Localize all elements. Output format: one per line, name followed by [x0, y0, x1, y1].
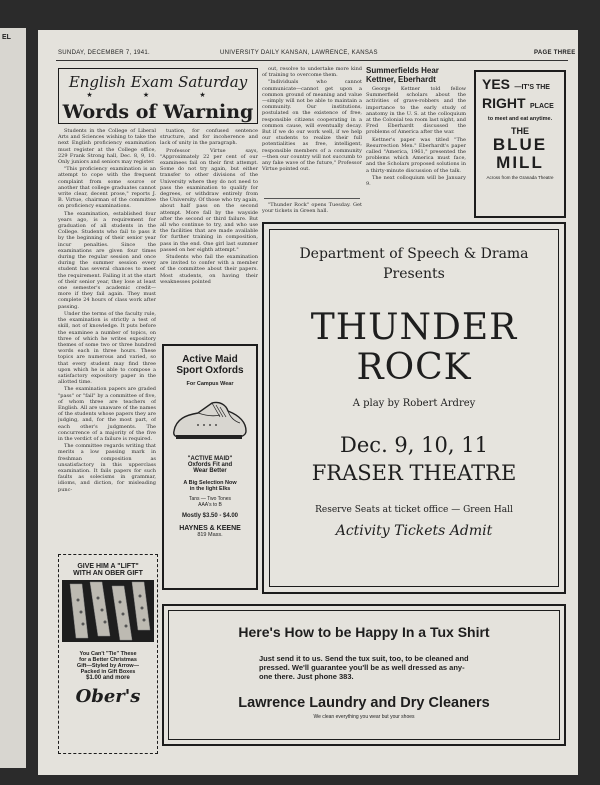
neckties-icon — [62, 580, 154, 642]
summerfields-body — [366, 86, 466, 218]
maid-address: 819 Mass. — [197, 532, 223, 538]
active-maid-ad — [162, 344, 258, 590]
blue-mill-right: RIGHT — [482, 95, 526, 111]
adjacent-page-strip — [0, 28, 26, 768]
maid-tones-1: Tans — Two Tones — [188, 496, 232, 502]
drama-department: Department of Speech & Drama — [299, 246, 529, 262]
obers-logo: Ober's — [75, 686, 141, 707]
exam-paragraph: Students in the College of Liberal Arts and Sciences wishing to take the next English proficiency examination must register at the College office, 229 Frank Strong hall, Dec. 8, 9, 10. Only juniors and seniors may register. — [58, 128, 156, 166]
obers-line-2: WITH AN OBER GIFT — [73, 570, 143, 577]
exam-paragraph: out, resolve to undertake more kind of training to overcome them. — [262, 66, 362, 79]
exam-paragraph: "This proficiency examination is an attempt to cope with the frequent complaint from some source or another that college graduates cannot write clear, decent prose," reports J. B. Virtue, chairman of the committee on proficiency examinations. — [58, 166, 156, 210]
maid-selection-2: in the light Elks — [189, 486, 231, 492]
exam-headline: Words of Warning — [62, 101, 254, 123]
exam-paragraph: "Individuals who cannot communicate—cannot get upon a common ground of meaning and value —simply will not be able to maintain a community. Our institutions, postulated on the existence of free, responsible citizens cooperating in a common cause, will eventually decay. But if we do our work well, if we help our students to realize their full potentialities as free, intelligent, responsible members of a community—then our country will not succumb to any fake wave of the future," Professor Virtue pointed out. — [262, 79, 362, 173]
maid-price: Mostly $3.50 - $4.00 — [181, 513, 239, 519]
obers-ad — [58, 554, 158, 754]
blue-mill-the: THE — [511, 126, 529, 136]
exam-paragraph: The examination, established four years ago, is a requirement for graduation of all students in the College. Students who fail to pass it by the beginning of their senior year incur penalties. Since the examinations are given four times during the regular session and once during the summer session every student has several chances to meet the requirement. Failing it at the start of their senior year, they lose at least one semester's academic credit—more if they fail again. They must complete 24 hours of class work after passing. — [58, 210, 156, 310]
blue-mill-yes: YES — [482, 76, 511, 92]
laundry-body-1: Just send it to us. Send the tux suit, too, to be cleaned and — [259, 654, 469, 663]
laundry-body-2: pressed. We'll guarantee you'll be as well dressed as any- — [259, 663, 465, 672]
maid-title-1: Active Maid — [182, 354, 238, 365]
exam-paragraph: Students who fail the examination are invited to confer with a member of the committee about their papers. Most students, on having their weaknesses pointed — [160, 254, 258, 285]
obers-text-3: Gift—Styled by Arrow— — [76, 663, 140, 669]
exam-column-2 — [160, 128, 258, 340]
blue-mill-mill: MILL — [496, 153, 544, 172]
drama-author: A play by Robert Ardrey — [352, 398, 476, 409]
maid-store: HAYNES & KEENE — [179, 525, 241, 532]
laundry-name: Lawrence Laundry and Dry Cleaners — [238, 695, 490, 711]
exam-paragraph: Professor Virtue says, "Approximately 22 per cent of our examinees fail on their first attempt. Some do not try again, but either transfer to other divisions of the University where they do not need to pass the examination to qualify for degrees, or withdraw entirely from the University. Of those who try again, about half pass on the second attempt. More fall by the wayside after the second or third failure. But all who continue to try, and who use the facilities that are made available for further training in composition, pass in the end. One girl last summer passed on her eighth attempt." — [160, 147, 258, 253]
obers-text-1: You Can't "Tie" These — [79, 651, 137, 657]
maid-selection-1: A Big Selection Now — [183, 480, 237, 486]
header-masthead: UNIVERSITY DAILY KANSAN, LAWRENCE, KANSAS — [220, 50, 378, 56]
header-date: SUNDAY, DECEMBER 7, 1941. — [58, 50, 150, 56]
column-rule — [264, 198, 360, 199]
exam-column-1 — [58, 128, 156, 570]
obers-text-2: for a Better Christmas — [79, 657, 137, 663]
thunder-rock-ad — [262, 222, 566, 594]
thunder-rock-inner-border — [269, 229, 559, 587]
blue-mill-its-the: —IT'S THE — [514, 84, 550, 91]
exam-headline-box — [58, 68, 258, 124]
laundry-inner-border — [168, 610, 560, 740]
exam-paragraph: tuation, for confused sentence structure, and for incoherence and lack of unity in the paragraph. — [160, 128, 258, 147]
summerfields-paragraph: Kettner's paper was titled "The Resurrection Men." Eberhardt's paper called "America, 1961," presented the problems which America must face, and the Scholars proposed solutions in a thirty-minute discussion of the talk. — [366, 136, 466, 174]
header-page-number: PAGE THREE — [534, 50, 576, 56]
obers-text-5: $1.00 and more — [86, 675, 130, 681]
blue-mill-meet: to meet and eat anytime. — [487, 116, 553, 122]
drama-title-1: THUNDER — [310, 307, 518, 348]
drama-theatre: FRASER THEATRE — [311, 461, 517, 485]
maid-quote-1: "ACTIVE MAID" — [187, 456, 233, 462]
exam-stars: ★ ★ ★ — [86, 91, 230, 99]
summerfields-paragraph: The next colloquium will be January 9. — [366, 174, 466, 188]
laundry-ad — [162, 604, 566, 746]
thunder-note-text: "Thunder Rock" opens Tuesday. Get your tickets in Green hall. — [262, 202, 362, 215]
obers-text-4: Packed in Gift Boxes — [80, 669, 136, 675]
summerfields-headline: Summerfields Hear Kettner, Eberhardt — [366, 66, 439, 84]
drama-dates: Dec. 9, 10, 11 — [340, 433, 488, 457]
drama-activity-tickets: Activity Tickets Admit — [335, 523, 493, 539]
maid-title-2: Sport Oxfords — [176, 365, 244, 376]
exam-kicker: English Exam Saturday — [68, 73, 248, 91]
thunder-note — [262, 202, 362, 218]
drama-title-2: ROCK — [356, 347, 472, 388]
newspaper-page — [38, 30, 578, 775]
laundry-body-3: one there. Just phone 383. — [259, 672, 354, 681]
summerfields-paragraph: George Kettner told fellow Summerfield scholars about the activities of grave-robbers and the importance to the early study of anatomy in the U. S. at the colloquium at the Colonial tea room last night, and Fred Eberhardt discussed the problems of America after the war. — [366, 86, 466, 136]
exam-paragraph: Under the terms of the faculty rule, the examination is strictly a test of skill, not of knowledge. It puts before the examinee a number of topics, on three of which he writes expository themes of some two or three hundred words each in three hours. These topics are numerous and varied, so that every student may find three upon which he is able to compose a satisfactory expository paper in the allotted time. — [58, 310, 156, 386]
blue-mill-address: Across from the Granada Theatre — [486, 175, 554, 180]
exam-paragraph: The examination papers are graded "pass" or "fail" by a committee of five, of whom three are teachers of English. All are unaware of the names of the students whose papers they are judging, and, for the most part, of each other's judgments. The concurrence of a majority of the five in the verdict of a failure is required. — [58, 386, 156, 442]
maid-tones-2: AAA's to B — [198, 502, 222, 508]
blue-mill-place: PLACE — [530, 103, 554, 110]
obers-line-1: GIVE HIM A "LIFT" — [77, 563, 139, 570]
maid-quote-3: Wear Better — [193, 468, 227, 474]
maid-subtitle: For Campus Wear — [186, 381, 234, 387]
exam-column-3 — [262, 66, 362, 194]
strip-text: EL — [2, 34, 11, 41]
laundry-tagline: We clean everything you wear but your shoes — [313, 714, 415, 720]
blue-mill-ad — [474, 70, 566, 218]
drama-presents: Presents — [383, 266, 445, 282]
exam-paragraph: The committee regards writing that merits a low passing mark in freshman composition as unsatisfactory in this upperclass examination. It fails papers for such faults as solecisms in grammar, idioms, and diction, for misleading punc- — [58, 443, 156, 493]
blue-mill-blue: BLUE — [492, 135, 548, 154]
oxford-shoe-icon — [168, 391, 252, 447]
header-rule — [56, 60, 568, 61]
laundry-headline: Here's How to be Happy In a Tux Shirt — [238, 624, 490, 640]
maid-quote-2: Oxfords Fit and — [187, 462, 233, 468]
drama-reserve: Reserve Seats at ticket office — Green Hall — [315, 505, 513, 515]
